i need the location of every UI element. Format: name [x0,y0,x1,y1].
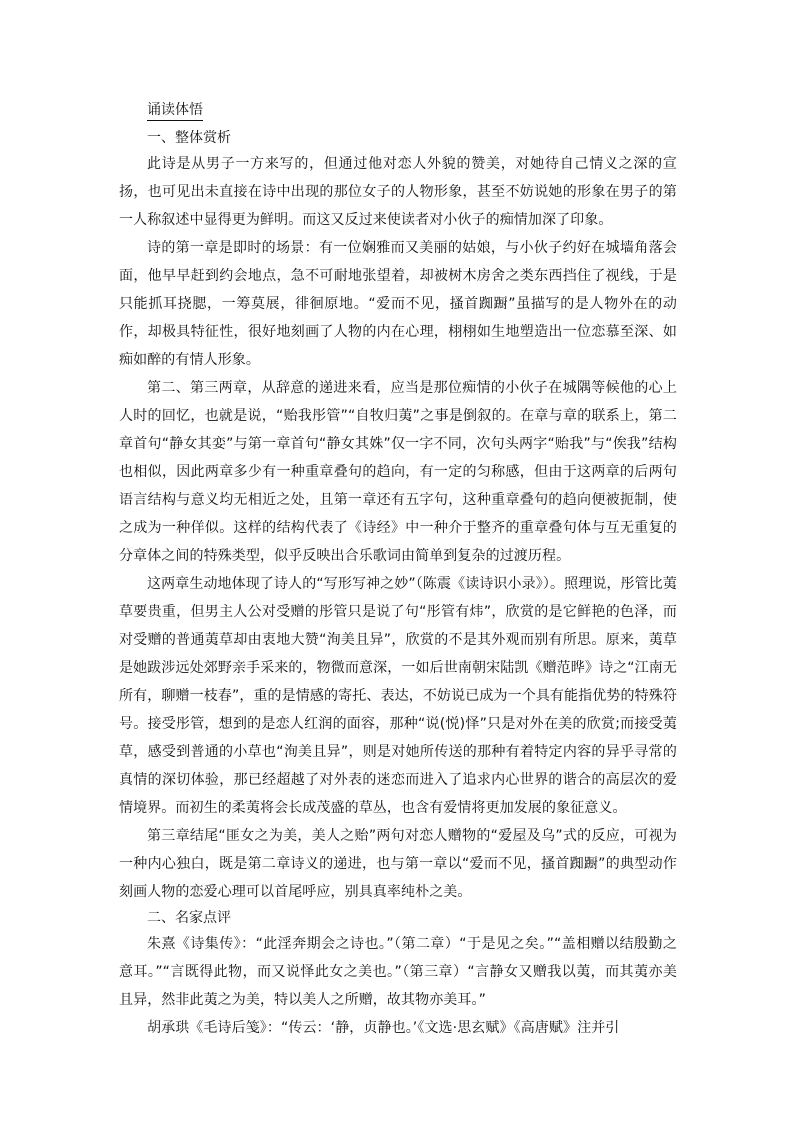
paragraph: 这两章生动地体现了诗人的“写形写神之妙”（陈震《读诗识小录》）。照理说，彤管比荑草要贵重，但男主人公对受赠的彤管只是说了句“彤管有炜”，欣赏的是它鲜艳的色泽，而对受赠的普通荑草却由衷地大赞“洵美且异”，欣赏的不是其外观而别有所思。原来，荑草是她跋涉远处郊野亲手采来的，物微而意深，一如后世南朝宋陆凯《赠范晔》诗之“江南无所有，聊赠一枝春”，重的是情感的寄托、表达，不妨说已成为一个具有能指优势的特殊符号。接受彤管，想到的是恋人红润的面容，那种“说(悦)怿”只是对外在美的欣赏;而接受荑草，感受到普通的小草也“洵美且异”，则是对她所传送的那种有着特定内容的异乎寻常的真情的深切体验，那已经超越了对外表的迷恋而进入了追求内心世界的谐合的高层次的爱情境界。而初生的柔荑将会长成茂盛的草丛，也含有爱情将更加发展的象征意义。 [119,576,678,816]
paragraph: 朱熹《诗集传》：“此淫奔期会之诗也。”（第二章）“于是见之矣。”“盖相赠以结殷勤之意耳。”“言既得此物，而又说怿此女之美也。”（第三章）“言静女又赠我以荑，而其荑亦美且异，然非此荑之为美，特以美人之所赠，故其物亦美耳。” [119,936,677,1008]
paragraph: 诗的第一章是即时的场景：有一位娴雅而又美丽的姑娘，与小伙子约好在城墙角落会面，他早早赶到约会地点，急不可耐地张望着，却被树木房舍之类东西挡住了视线，于是只能抓耳挠腮，一筹莫展，徘徊原地。“爱而不见，搔首踟蹰”虽描写的是人物外在的动作，却极具特征性，很好地刻画了人物的内在心理，栩栩如生地塑造出一位恋慕至深、如痴如醉的有情人形象。 [119,240,677,368]
paragraph: 第二、第三两章，从辞意的递进来看，应当是那位痴情的小伙子在城隅等候他的心上人时的回忆，也就是说，“贻我彤管”“自牧归荑”之事是倒叙的。在章与章的联系上，第二章首句“静女其娈”与第一章首句“静女其姝”仅一字不同，次句头两字“贻我”与“俟我”结构也相似，因此两章多少有一种重章叠句的趋向，有一定的匀称感，但由于这两章的后两句语言结构与意义均无相近之处，且第一章还有五字句，这种重章叠句的趋向便被扼制，使之成为一种佯似。这样的结构代表了《诗经》中一种介于整齐的重章叠句体与互无重复的分章体之间的特殊类型，似乎反映出合乐歌词由简单到复杂的过渡历程。 [119,380,677,564]
page-title: 诵读体悟 [147,100,203,121]
paragraph: 胡承珙《毛诗后笺》：“传云：‘静，贞静也。’《文选·思玄赋》《高唐赋》注并引 [147,1020,620,1036]
section-heading-1: 一、整体赏析 [147,130,231,146]
document-page [119,99,677,1042]
paragraph: 此诗是从男子一方来写的，但通过他对恋人外貌的赞美，对她待自己情义之深的宣扬，也可见出未直接在诗中出现的那位女子的人物形象，甚至不妨说她的形象在男子的第一人称叙述中显得更为鲜明。而这又反过来使读者对小伙子的痴情加深了印象。 [119,156,677,228]
paragraph: 第三章结尾“匪女之为美，美人之贻”两句对恋人赠物的“爱屋及乌”式的反应，可视为一种内心独白，既是第二章诗义的递进，也与第一章以“爱而不见，搔首踟蹰”的典型动作刻画人物的恋爱心理可以首尾呼应，别具真率纯朴之美。 [119,828,677,900]
section-heading-2: 二、名家点评 [147,910,231,926]
